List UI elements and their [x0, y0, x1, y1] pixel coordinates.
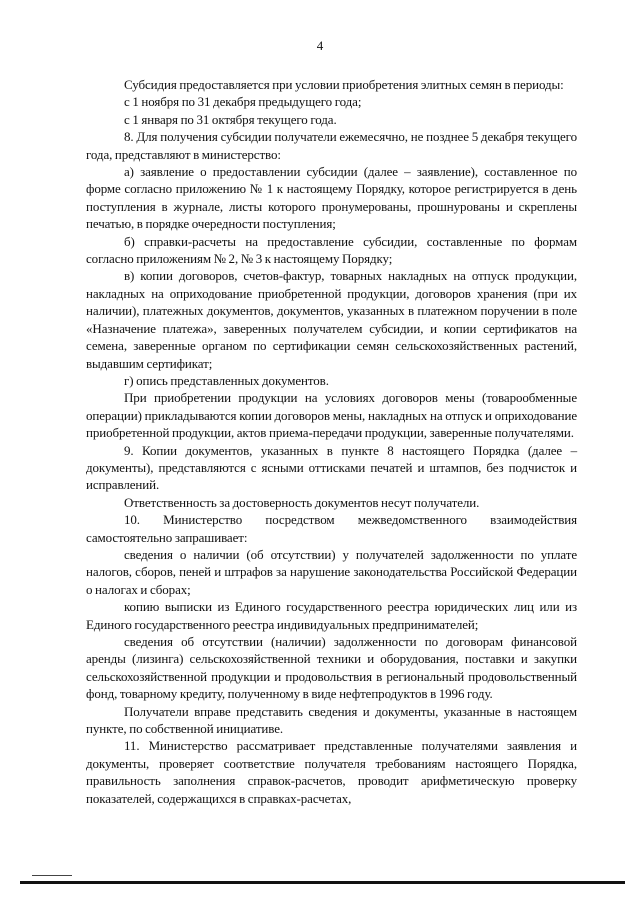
paragraph-tax-debt: сведения о наличии (об отсутствии) у получателей задолженности по уплате налогов, сборов, пеней и штрафов за нарушение законодательства Российской Федерации о налогах и сборах;	[86, 546, 577, 597]
paragraph-period-january: с 1 января по 31 октября текущего года.	[124, 111, 337, 127]
paragraph-leasing-debt: сведения об отсутствии (наличии) задолженности по договорам финансовой аренды (лизинга) сельскохозяйственной техники и оборудования, поставки и закупки сельскохозяйственной продукции и продовольствия в региональный продовольственный фонд, товарному кредиту, полученному в виде нефтепродуктов в 1996 году.	[86, 634, 577, 702]
paragraph-item-8b: б) справки-расчеты на предоставление субсидии, составленные по формам согласно приложениям № 2, № 3 к настоящему Порядку;	[86, 233, 577, 267]
paragraph-registry-extract: копию выписки из Единого государственного реестра юридических лиц или из Единого государственного реестра индивидуальных предпринимателей;	[86, 599, 577, 632]
paragraph-own-initiative: Получатели вправе представить сведения и документы, указанные в настоящем пункте, по собственной инициативе.	[86, 703, 577, 737]
paragraph-item-8v: в) копии договоров, счетов-фактур, товарных накладных на отпуск продукции, накладных на оприходование приобретенной продукции, договоров хранения (при их наличии), платежных документов, документов, указанных в платежном поручении в поле «Назначение платежа», заверенных получателем субсидии, и копии сертификатов на семена, заверенные органом по сертификации семян сельскохозяйственных растений, выдавшим сертификат;	[86, 268, 577, 371]
paragraph-item-8: 8. Для получения субсидии получатели ежемесячно, не позднее 5 декабря текущего года, представляют в министерство:	[86, 129, 577, 162]
paragraph-item-11: 11. Министерство рассматривает представленные получателями заявления и документы, проверяет соответствие получателя требованиям настоящего Порядка, правильность заполнения справок-расчетов, проводит арифметическую проверку показателей, содержащихся в справках-расчетах,	[86, 738, 577, 806]
paragraph-item-8a: а) заявление о предоставлении субсидии (далее – заявление), составленное по форме согласно приложению № 1 к настоящему Порядку, которое регистрируется в день поступления в журнале, листы которого пронумерованы, прошнурованы и скреплены печатью, в порядке очередности поступления;	[86, 164, 577, 232]
paragraph-barter: При приобретении продукции на условиях договоров мены (товарообменные операции) прикладываются копии договоров мены, накладных на отпуск и оприходование приобретенной продукции, актов приема-передачи продукции, заверенные получателями.	[86, 390, 577, 441]
paragraph-item-9: 9. Копии документов, указанных в пункте 8 настоящего Порядка (далее – документы), представляются с ясными оттисками печатей и штампов, без подчисток и исправлений.	[86, 442, 577, 493]
scan-edge-mark	[32, 875, 72, 876]
paragraph-responsibility: Ответственность за достоверность документов несут получатели.	[124, 494, 480, 510]
page-number: 4	[316, 38, 324, 53]
document-body	[86, 76, 577, 807]
paragraph-subsidy-condition: Субсидия предоставляется при условии приобретения элитных семян в периоды:	[124, 77, 564, 92]
paragraph-period-november: с 1 ноября по 31 декабря предыдущего года;	[124, 94, 362, 110]
paragraph-item-8g: г) опись представленных документов.	[124, 372, 329, 388]
paragraph-item-10: 10. Министерство посредством межведомственного взаимодействия самостоятельно запрашивает:	[86, 512, 577, 545]
bottom-rule	[20, 881, 625, 884]
